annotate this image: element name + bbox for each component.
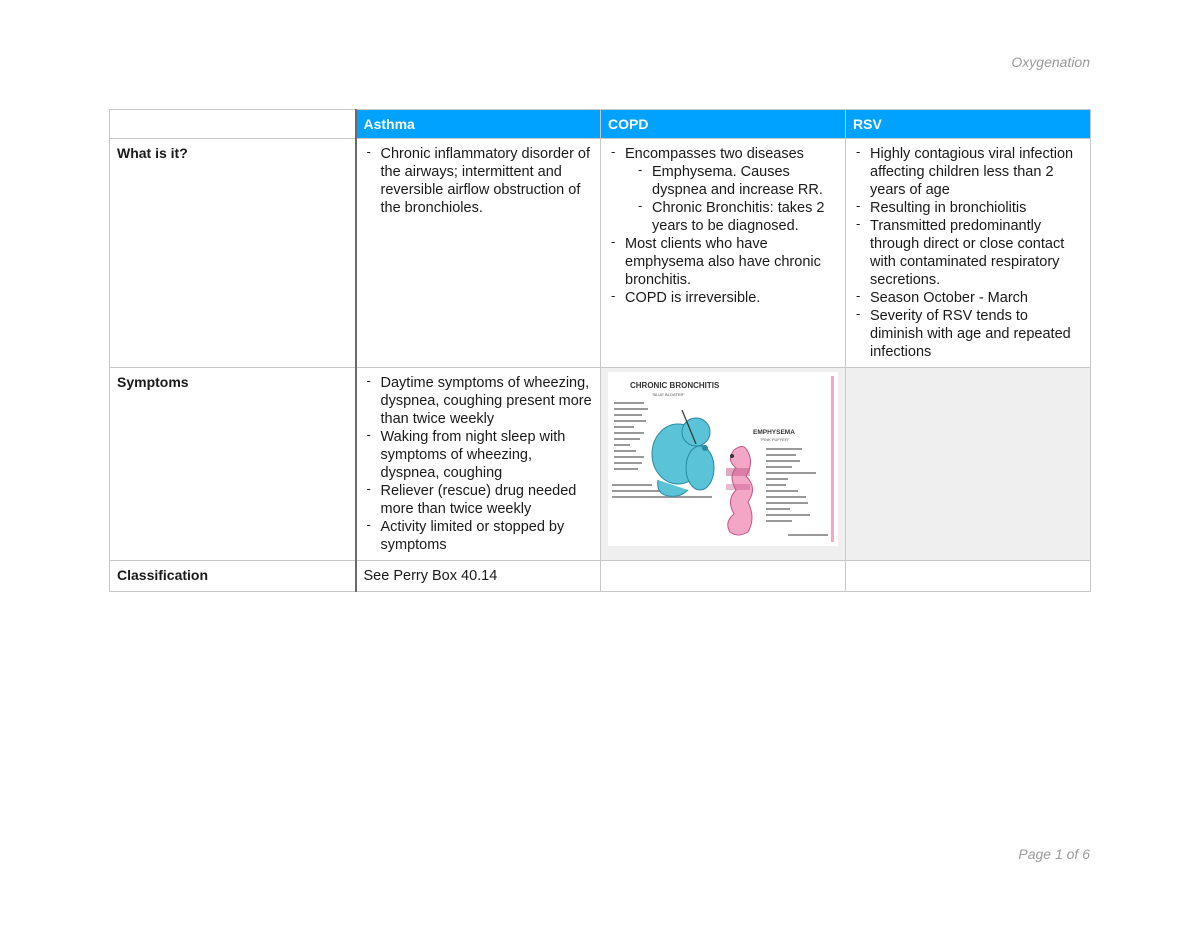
column-header-copd: COPD [601, 110, 846, 139]
table-header-row [110, 110, 1091, 139]
header-corner-cell [110, 110, 356, 139]
table-row-symptoms [110, 368, 1091, 561]
list-item: - Activity limited or stopped by symptoms [364, 518, 594, 554]
cell-copd-what [601, 139, 846, 368]
row-label-classification: Classification [110, 561, 356, 592]
cell-rsv-classification [846, 561, 1091, 592]
cell-asthma-symptoms [356, 368, 601, 561]
cell-copd-classification [601, 561, 846, 592]
cell-text: See Perry Box 40.14 [363, 568, 498, 584]
list-item: - Daytime symptoms of wheezing, dyspnea, coughing present more than twice weekly [364, 374, 594, 428]
page-number: Page 1 of 6 [1018, 846, 1090, 862]
comparison-table [109, 109, 1091, 592]
list-item: - Waking from night sleep with symptoms of wheezing, dyspnea, coughing [364, 428, 594, 482]
list-item: - Emphysema. Causes dyspnea and increase RR. [635, 163, 838, 199]
cell-asthma-classification [356, 561, 601, 592]
table-row-classification [110, 561, 1091, 592]
list-item: - Chronic Bronchitis: takes 2 years to be diagnosed. [635, 199, 838, 235]
image-title-emphysema: EMPHYSEMA [753, 429, 795, 436]
cell-copd-symptoms [601, 368, 846, 561]
cell-rsv-symptoms [846, 368, 1091, 561]
column-header-asthma: Asthma [356, 110, 601, 139]
table-row-what-is-it [110, 139, 1091, 368]
list-item: - Highly contagious viral infection affecting children less than 2 years of age [853, 145, 1083, 199]
image-subtitle-bronchitis: "BLUE BLOATER" [652, 392, 685, 397]
list-item: - Reliever (rescue) drug needed more than twice weekly [364, 482, 594, 518]
list-item-text: Encompasses two diseases [625, 146, 804, 162]
list-item: - Season October - March [853, 289, 1083, 307]
copd-illustration-image [608, 372, 838, 546]
list-item: - Chronic inflammatory disorder of the airways; intermittent and reversible airflow obstruction of the bronchioles. [364, 145, 594, 217]
cell-rsv-what [846, 139, 1091, 368]
list-item [608, 145, 838, 235]
image-subtitle-emphysema: "PINK PUFFER" [760, 437, 790, 442]
row-label-symptoms: Symptoms [110, 368, 356, 561]
column-header-rsv: RSV [846, 110, 1091, 139]
list-item: - Most clients who have emphysema also have chronic bronchitis. [608, 235, 838, 289]
list-item: - COPD is irreversible. [608, 289, 838, 307]
document-header-title: Oxygenation [1011, 54, 1090, 70]
list-item: - Resulting in bronchiolitis [853, 199, 1083, 217]
list-item: - Transmitted predominantly through direct or close contact with contaminated respiratory secretions. [853, 217, 1083, 289]
row-label-what-is-it: What is it? [110, 139, 356, 368]
image-title-bronchitis: CHRONIC BRONCHITIS [630, 381, 720, 390]
list-item: - Severity of RSV tends to diminish with age and repeated infections [853, 307, 1083, 361]
cell-asthma-what [356, 139, 601, 368]
